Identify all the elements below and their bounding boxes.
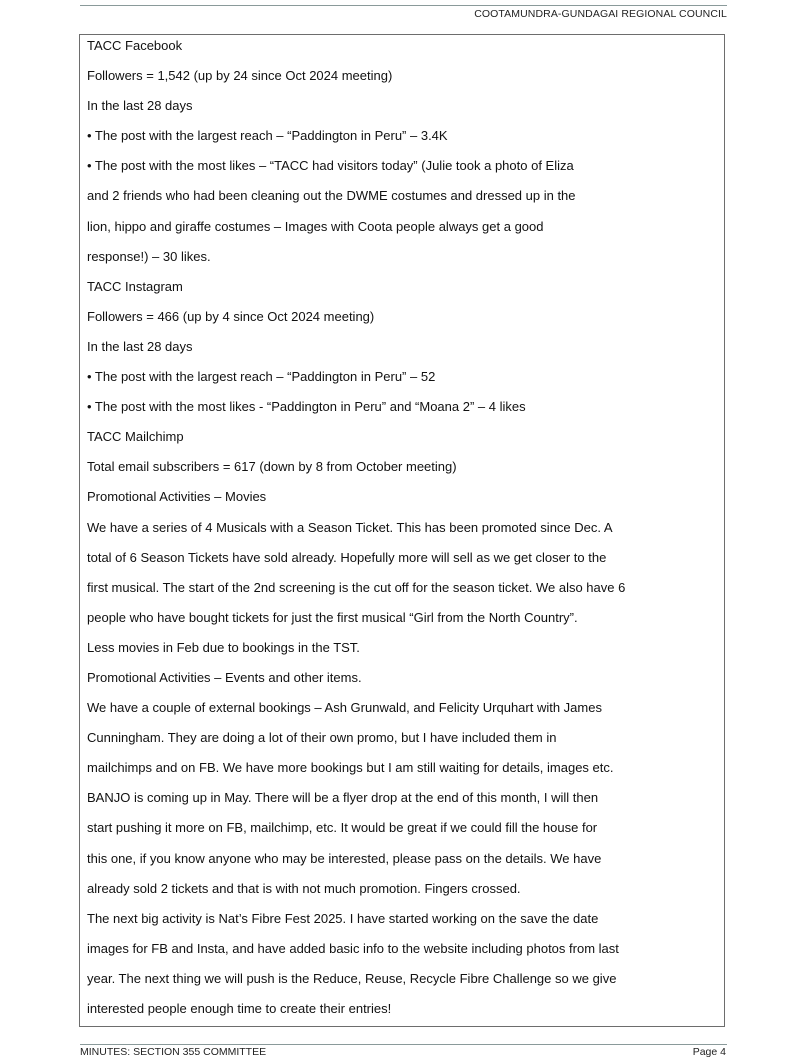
- instagram-largest-reach: • The post with the largest reach – “Paddington in Peru” – 52: [87, 369, 436, 385]
- fibre-fest-paragraph-1: The next big activity is Nat’s Fibre Fest 2025. I have started working on the save the date: [87, 910, 599, 926]
- events-paragraph-6: this one, if you know anyone who may be interested, please pass on the details. We have: [87, 850, 602, 866]
- movies-paragraph-1: We have a series of 4 Musicals with a Season Ticket. This has been promoted since Dec. A: [87, 519, 613, 535]
- section-heading-instagram: TACC Instagram: [87, 278, 183, 294]
- movies-paragraph-3: first musical. The start of the 2nd screening is the cut off for the season ticket. We also have 6: [87, 579, 626, 595]
- instagram-followers: Followers = 466 (up by 4 since Oct 2024 meeting): [87, 308, 375, 324]
- movies-paragraph-2: total of 6 Season Tickets have sold already. Hopefully more will sell as we get closer to the: [87, 549, 607, 565]
- mailchimp-subscribers: Total email subscribers = 617 (down by 8 from October meeting): [87, 459, 457, 475]
- section-heading-facebook: TACC Facebook: [87, 38, 183, 53]
- events-paragraph-4: BANJO is coming up in May. There will be a flyer drop at the end of this month, I will then: [87, 790, 599, 806]
- footer-committee-title: MINUTES: SECTION 355 COMMITTEE: [80, 1046, 267, 1058]
- instagram-period: In the last 28 days: [87, 338, 193, 354]
- section-heading-movies: Promotional Activities – Movies: [87, 489, 267, 505]
- instagram-most-likes: • The post with the most likes - “Paddington in Peru” and “Moana 2” – 4 likes: [87, 399, 526, 415]
- events-paragraph-1: We have a couple of external bookings – Ash Grunwald, and Felicity Urquhart with James: [87, 700, 602, 716]
- footer-page-number: Page 4: [692, 1046, 726, 1058]
- fibre-fest-paragraph-4: interested people enough time to create their entries!: [87, 1001, 392, 1016]
- events-paragraph-5: start pushing it more on FB, mailchimp, etc. It would be great if we could fill the house for: [87, 820, 598, 836]
- facebook-period: In the last 28 days: [87, 98, 193, 114]
- events-paragraph-7: already sold 2 tickets and that is with not much promotion. Fingers crossed.: [87, 880, 521, 896]
- fibre-fest-paragraph-2: images for FB and Insta, and have added basic info to the website including photos from last: [87, 940, 619, 956]
- footer-rule: [80, 1044, 727, 1045]
- section-heading-mailchimp: TACC Mailchimp: [87, 429, 184, 445]
- header-council-name: COOTAMUNDRA-GUNDAGAI REGIONAL COUNCIL: [474, 8, 727, 20]
- facebook-most-likes-1: • The post with the most likes – “TACC had visitors today” (Julie took a photo of Eliza: [87, 158, 574, 174]
- facebook-largest-reach: • The post with the largest reach – “Paddington in Peru” – 3.4K: [87, 128, 448, 144]
- events-paragraph-3: mailchimps and on FB. We have more bookings but I am still waiting for details, images etc.: [87, 760, 614, 776]
- section-heading-events: Promotional Activities – Events and other items.: [87, 669, 362, 685]
- facebook-most-likes-3: lion, hippo and giraffe costumes – Images with Coota people always get a good: [87, 218, 544, 234]
- facebook-most-likes-4: response!) – 30 likes.: [87, 248, 211, 264]
- events-paragraph-2: Cunningham. They are doing a lot of their own promo, but I have included them in: [87, 730, 557, 746]
- fibre-fest-paragraph-3: year. The next thing we will push is the Reduce, Reuse, Recycle Fibre Challenge so we give: [87, 970, 617, 986]
- content-lines: [87, 35, 717, 1028]
- facebook-most-likes-2: and 2 friends who had been cleaning out the DWME costumes and dressed up in the: [87, 188, 576, 204]
- movies-paragraph-4: people who have bought tickets for just the first musical “Girl from the North Country”.: [87, 609, 578, 625]
- header-rule: [80, 5, 727, 6]
- movies-paragraph-5: Less movies in Feb due to bookings in the TST.: [87, 639, 360, 655]
- facebook-followers: Followers = 1,542 (up by 24 since Oct 2024 meeting): [87, 68, 393, 84]
